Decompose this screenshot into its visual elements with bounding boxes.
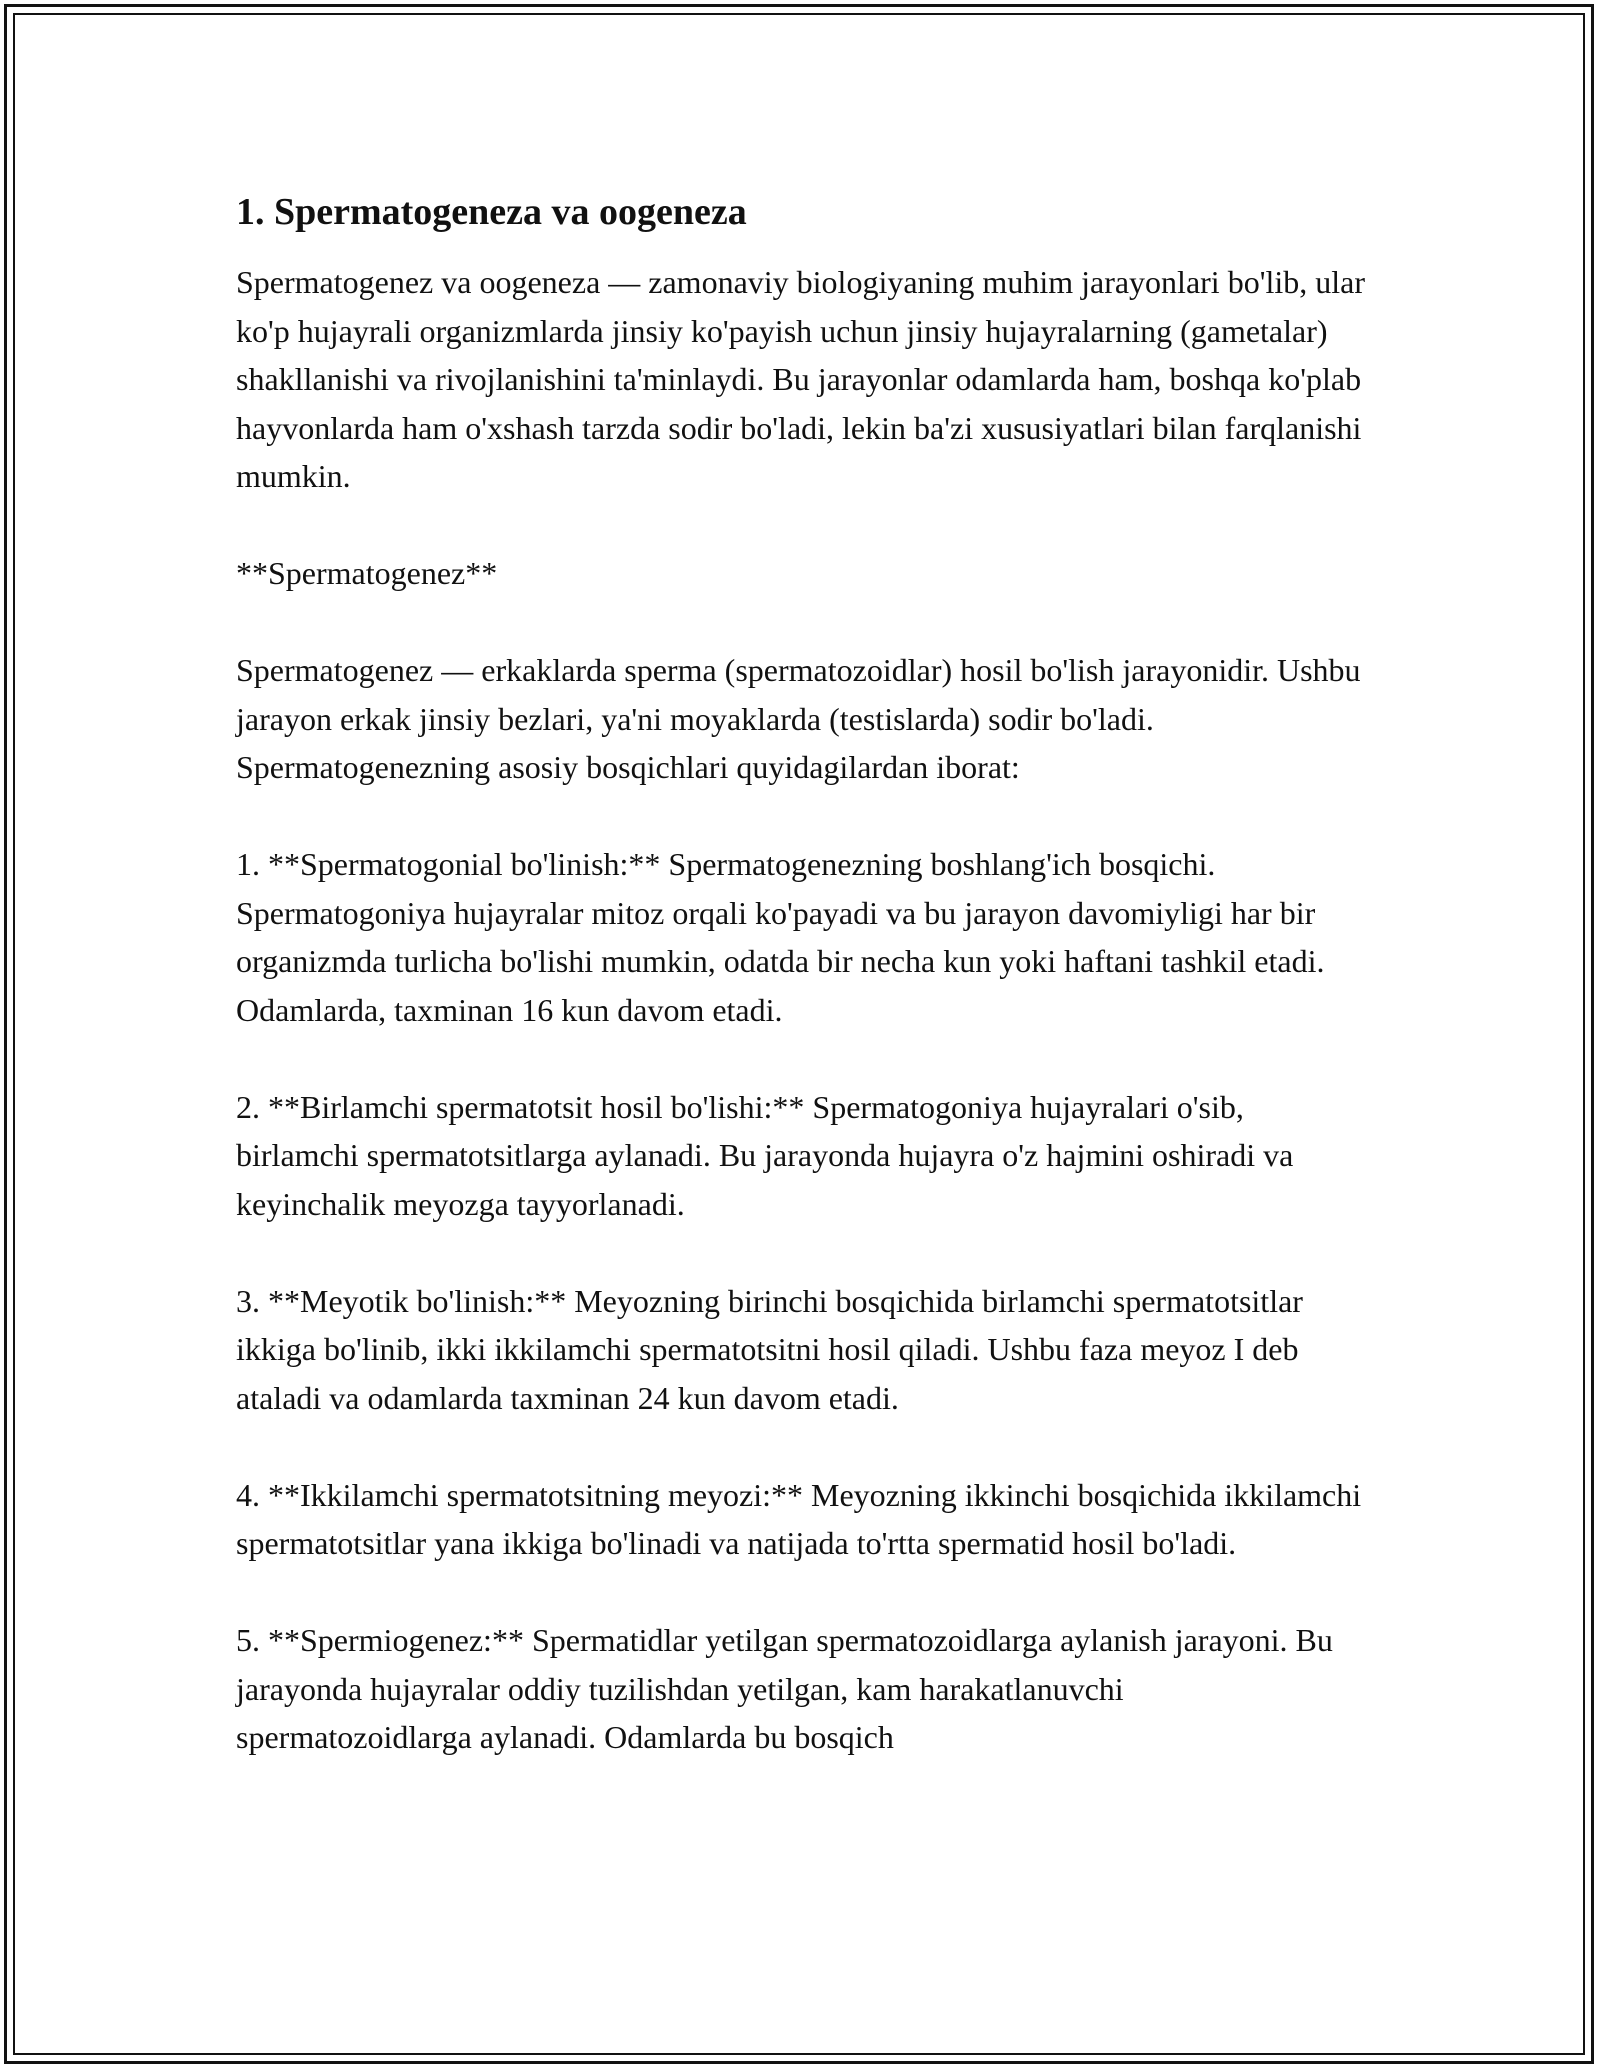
document-title: 1. Spermatogeneza va oogeneza <box>236 191 747 233</box>
paragraph-spermatogenez-definition: Spermatogenez — erkaklarda sperma (spermatozoidlar) hosil bo'lish jarayonidir. Ushbu jarayon erkak jinsiy bezlari, ya'ni moyaklarda (testislarda) sodir bo'ladi. Spermatogenezning asosiy bosqichlari quyidagilardan iborat: <box>236 652 1361 785</box>
list-item-step-2: 2. **Birlamchi spermatotsit hosil bo'lishi:** Spermatogoniya hujayralari o'sib, birlamchi spermatotsitlarga aylanadi. Bu jarayonda hujayra o'z hajmini oshiradi va keyinchalik meyozga tayyorlanadi. <box>236 1088 1294 1222</box>
list-item-step-5: 5. **Spermiogenez:** Spermatidlar yetilgan spermatozoidlarga aylanish jarayoni. Bu jarayonda hujayralar oddiy tuzilishdan yetilgan, kam harakatlanuvchi spermatozoidlarga aylanadi. Odamlarda bu bosqich <box>236 1622 1333 1755</box>
list-item-step-3: 3. **Meyotik bo'linish:** Meyozning birinchi bosqichida birlamchi spermatotsitlar ikkiga bo'linib, ikki ikkilamchi spermatotsitni hosil qiladi. Ushbu faza meyoz I deb ataladi va odamlarda taxminan 24 kun davom etadi. <box>236 1282 1303 1416</box>
list-item-step-1: 1. **Spermatogonial bo'linish:** Spermatogenezning boshlang'ich bosqichi. Spermatogoniya hujayralar mitoz orqali ko'payadi va bu jarayon davomiyligi har bir organizmda turlicha bo'lishi mumkin, odatda bir necha kun yoki haftani tashkil etadi. Odamlarda, taxminan 16 kun davom etadi. <box>236 846 1325 1028</box>
paragraph-section-heading: **Spermatogenez** <box>236 555 498 591</box>
document-page <box>236 188 1366 1762</box>
paragraph-intro: Spermatogenez va oogeneza — zamonaviy biologiyaning muhim jarayonlari bo'lib, ular ko'p hujayrali organizmlarda jinsiy ko'payish uchun jinsiy hujayralarning (gametalar) shakllanishi va rivojlanishini ta'minlaydi. Bu jarayonlar odamlarda ham, boshqa ko'plab hayvonlarda ham o'xshash tarzda sodir bo'ladi, lekin ba'zi xususiyatlari bilan farqlanishi mumkin. <box>236 264 1365 494</box>
list-item-step-4: 4. **Ikkilamchi spermatotsitning meyozi:** Meyozning ikkinchi bosqichida ikkilamchi spermatotsitlar yana ikkiga bo'linadi va natijada to'rtta spermatid hosil bo'ladi. <box>236 1476 1362 1561</box>
